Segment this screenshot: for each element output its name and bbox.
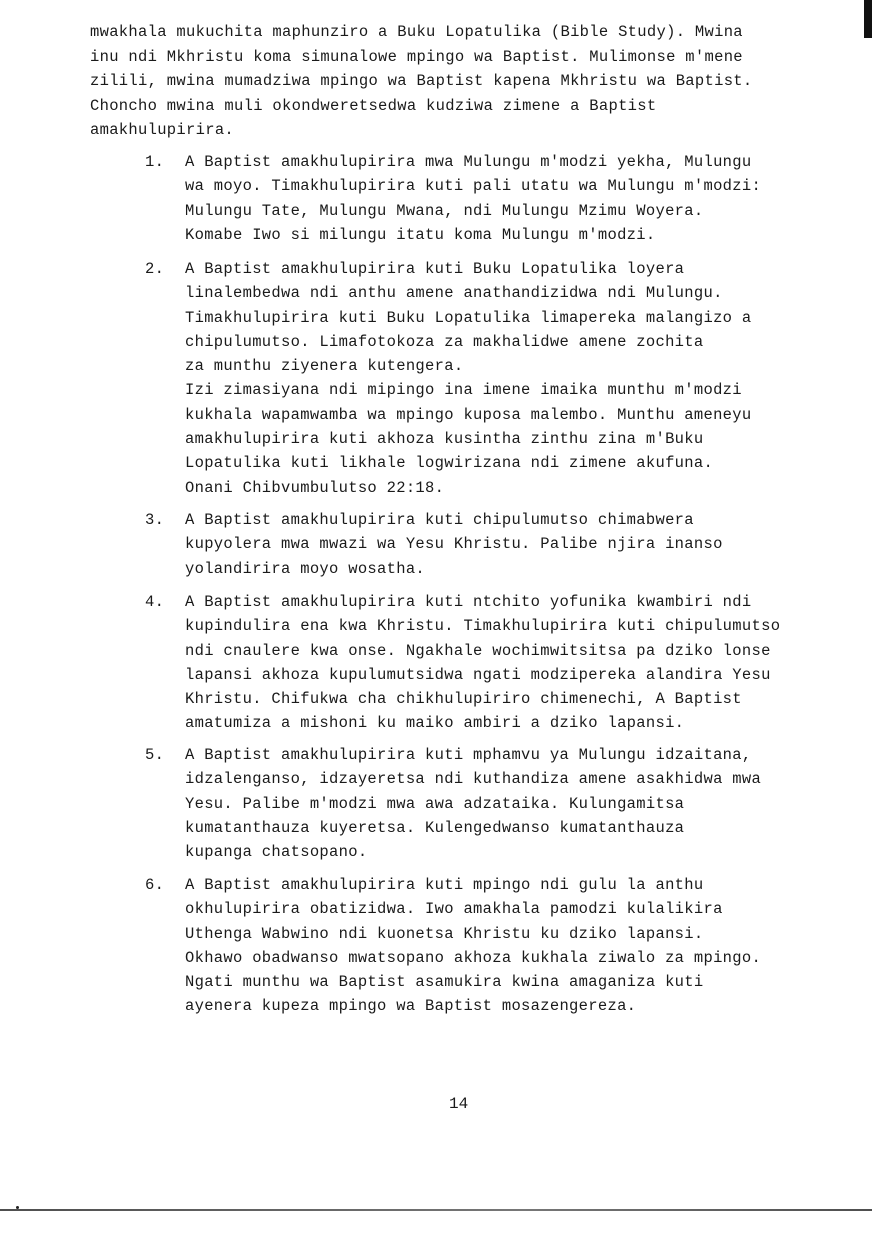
- item-line: Izi zimasiyana ndi mipingo ina imene imaika munthu m'modzi: [185, 381, 742, 400]
- item-line: ndi cnaulere kwa onse. Ngakhale wochimwitsitsa pa dziko lonse: [185, 641, 771, 660]
- item-line: kupindulira ena kwa Khristu. Timakhulupirira kuti chipulumutso: [185, 617, 781, 636]
- belief-item-4: [145, 590, 845, 736]
- item-number: 5.: [145, 746, 165, 764]
- item-body: [185, 743, 845, 864]
- belief-item-1: [145, 150, 845, 247]
- item-line: A Baptist amakhulupirira kuti mpingo ndi gulu la anthu: [185, 876, 704, 894]
- item-line: kukhala wapamwamba wa mpingo kuposa malembo. Munthu ameneyu: [185, 405, 752, 424]
- item-line: chipulumutso. Limafotokoza za makhalidwe amene zochita: [185, 332, 704, 351]
- item-line: A Baptist amakhulupirira kuti mphamvu ya Mulungu idzaitana,: [185, 746, 752, 764]
- item-line: amatumiza a mishoni ku maiko ambiri a dziko lapansi.: [185, 714, 685, 733]
- item-body: [185, 590, 845, 736]
- item-line: okhulupirira obatizidwa. Iwo amakhala pamodzi kulalikira: [185, 900, 723, 919]
- belief-item-6: [145, 873, 845, 1019]
- intro-line: mwakhala mukuchita maphunziro a Buku Lopatulika (Bible Study). Mwina: [90, 23, 743, 41]
- item-line: Mulungu Tate, Mulungu Mwana, ndi Mulungu Mzimu Woyera.: [185, 201, 704, 220]
- item-line: linalembedwa ndi anthu amene anathandizidwa ndi Mulungu.: [185, 284, 723, 303]
- item-line: wa moyo. Timakhulupirira kuti pali utatu wa Mulungu m'modzi:: [185, 177, 762, 196]
- item-line: Khristu. Chifukwa cha chikhulupiriro chimenechi, A Baptist: [185, 690, 742, 709]
- item-number: 2.: [145, 260, 165, 278]
- intro-line: zilili, mwina mumadziwa mpingo wa Baptist kapena Mkhristu wa Baptist.: [90, 72, 753, 90]
- item-line: Okhawo obadwanso mwatsopano akhoza kukhala ziwalo za mpingo.: [185, 948, 762, 967]
- item-line: kupanga chatsopano.: [185, 843, 368, 862]
- item-body: [185, 150, 845, 247]
- item-body: [185, 873, 845, 1019]
- item-line: idzalenganso, idzayeretsa ndi kuthandiza amene asakhidwa mwa: [185, 770, 762, 789]
- item-number: 1.: [145, 153, 165, 171]
- item-line: kupyolera mwa mwazi wa Yesu Khristu. Palibe njira inanso: [185, 535, 723, 554]
- scan-speck: [16, 1206, 19, 1209]
- item-line: kumatanthauza kuyeretsa. Kulengedwanso kumatanthauza: [185, 818, 685, 837]
- item-line: yolandirira moyo wosatha.: [185, 559, 426, 578]
- intro-line: inu ndi Mkhristu koma simunalowe mpingo wa Baptist. Mulimonse m'mene: [90, 47, 743, 66]
- item-body: [185, 257, 845, 500]
- item-line: Ngati munthu wa Baptist asamukira kwina amaganiza kuti: [185, 973, 704, 992]
- item-number: 6.: [145, 876, 165, 894]
- item-number: 3.: [145, 511, 165, 529]
- scan-bottom-edge: [0, 1209, 872, 1211]
- item-line: Timakhulupirira kuti Buku Lopatulika limapereka malangizo a: [185, 308, 752, 327]
- item-number: 4.: [145, 593, 165, 611]
- item-line: Yesu. Palibe m'modzi mwa awa adzataika. Kulungamitsa: [185, 794, 685, 813]
- intro-line: Choncho mwina muli okondweretsedwa kudziwa zimene a Baptist: [90, 96, 657, 115]
- item-line: A Baptist amakhulupirira kuti ntchito yofunika kwambiri ndi: [185, 593, 752, 611]
- item-line: lapansi akhoza kupulumutsidwa ngati modzipereka alandira Yesu: [185, 665, 771, 684]
- item-line: A Baptist amakhulupirira kuti chipulumutso chimabwera: [185, 511, 694, 529]
- intro-line: amakhulupirira.: [90, 121, 235, 139]
- item-line: Komabe Iwo si milungu itatu koma Mulungu m'modzi.: [185, 225, 656, 244]
- item-line: Lopatulika kuti likhale logwirizana ndi zimene akufuna.: [185, 454, 714, 473]
- scan-edge-mark: [864, 0, 872, 38]
- belief-item-3: [145, 508, 845, 581]
- item-line: amakhulupirira kuti akhoza kusintha zinthu zina m'Buku: [185, 430, 704, 449]
- item-line: ayenera kupeza mpingo wa Baptist mosazengereza.: [185, 997, 637, 1016]
- belief-item-5: [145, 743, 845, 864]
- item-body: [185, 508, 845, 581]
- item-line: Onani Chibvumbulutso 22:18.: [185, 478, 445, 497]
- item-line: A Baptist amakhulupirira mwa Mulungu m'modzi yekha, Mulungu: [185, 153, 752, 171]
- intro-paragraph: [90, 20, 830, 143]
- belief-item-2: [145, 257, 845, 500]
- item-line: Uthenga Wabwino ndi kuonetsa Khristu ku dziko lapansi.: [185, 924, 704, 943]
- item-line: za munthu ziyenera kutengera.: [185, 357, 464, 376]
- page-number: 14: [449, 1095, 469, 1113]
- item-line: A Baptist amakhulupirira kuti Buku Lopatulika loyera: [185, 260, 685, 278]
